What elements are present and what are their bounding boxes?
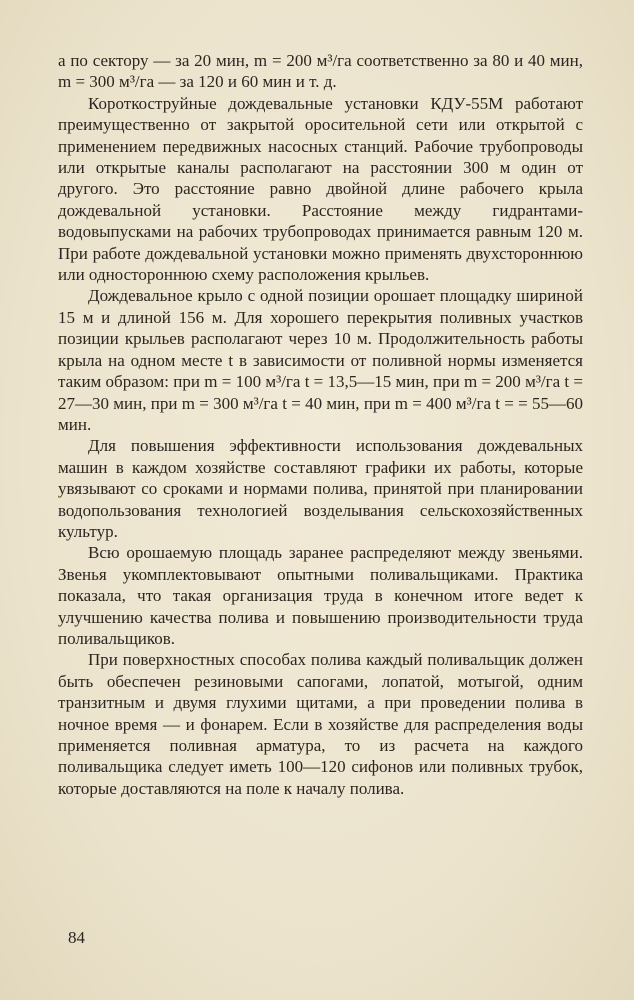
- paragraph-efficiency: Для повышения эффективности использования дождевальных машин в каждом хозяйстве составляют графики их работы, которые увязывают со сроками и нормами полива, принятой при планировании водопользования технологией возделывания сельскохозяйственных культур.: [58, 436, 583, 541]
- paragraph-irrigated-area: Всю орошаемую площадь заранее распределяют между звеньями. Звенья укомплектовывают опытными поливальщиками. Практика показала, что такая организация труда в конечном итоге ведет к улучшению качества полива и повышению производительности труда поливальщиков.: [58, 543, 583, 648]
- paragraph-sprinkler-wing: Дождевальное крыло с одной позиции орошает площадку шириной 15 м и длиной 156 м. Для хорошего перекрытия поливных участков позиции крыльев располагают через 10 м. Продолжительность работы крыла на одном месте t в зависимости от поливной нормы изменяется таким образом: при m = 100 м³/га t = 13,5—15 мин, при m = 200 м³/га t = 27—30 мин, при m = 300 м³/га t = 40 мин, при m = 400 м³/га t = = 55—60 мин.: [58, 286, 583, 434]
- paragraph-continuation: а по сектору — за 20 мин, m = 200 м³/га соответственно за 80 и 40 мин, m = 300 м³/га — за 120 и 60 мин и т. д.: [58, 51, 583, 92]
- paragraph-kdu-55m: Короткоструйные дождевальные установки КДУ-55М работают преимущественно от закрытой оросительной сети или открытой с применением передвижных насосных станций. Рабочие трубопроводы или открытые каналы располагают на расстоянии 300 м один от другого. Это расстояние равно двойной длине рабочего крыла дождевальной установки. Расстояние между гидрантами-водовыпусками на рабочих трубопроводах принимается равным 120 м. При работе дождевальной установки можно применять двухстороннюю или одностороннюю схему расположения крыльев.: [58, 93, 583, 285]
- body-text: [58, 50, 583, 799]
- page-number: 84: [68, 928, 85, 947]
- paragraph-surface-irrigation: При поверхностных способах полива каждый поливальщик должен быть обеспечен резиновыми сапогами, лопатой, мотыгой, одним транзитным и двумя глухими щитами, а при проведении полива в ночное время — и фонарем. Если в хозяйстве для распределения воды применяется поливная арматура, то из расчета на каждого поливальщика следует иметь 100—120 сифонов или поливных трубок, которые доставляются на поле к началу полива.: [58, 650, 583, 798]
